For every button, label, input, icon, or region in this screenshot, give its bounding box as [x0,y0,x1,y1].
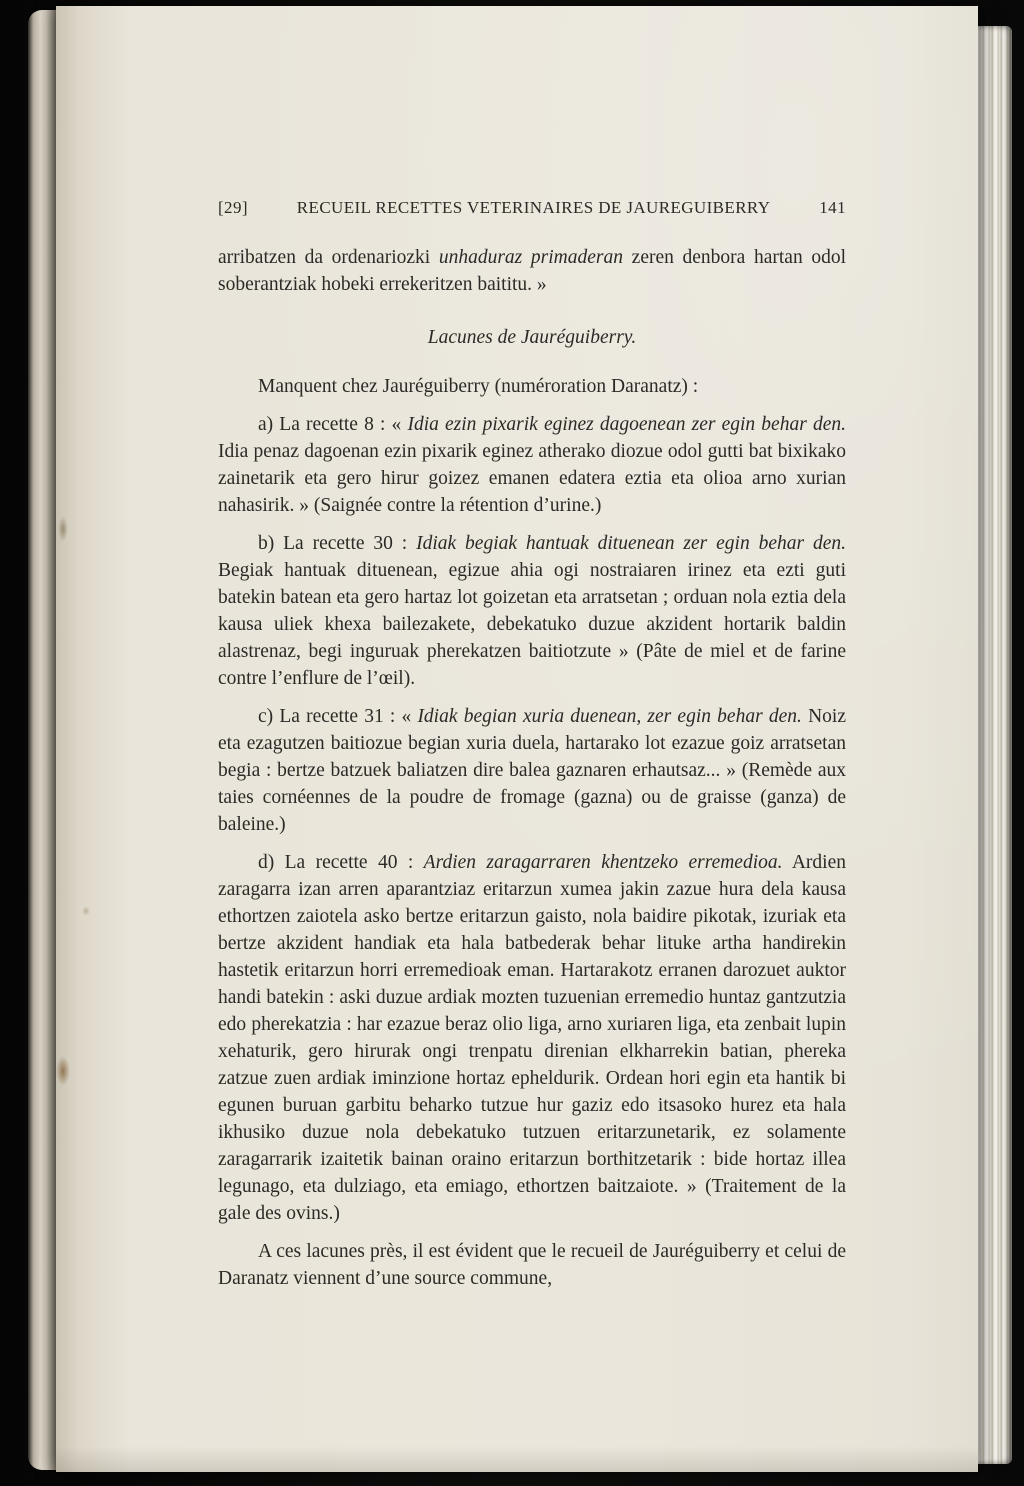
italic-text: Idia ezin pixarik eginez dagoenean zer egin behar den. [407,414,846,435]
paragraph-recette-30 [218,530,846,692]
paragraph-recette-31 [218,703,846,838]
page-number: 141 [819,198,846,217]
section-number: [29] [218,198,248,217]
right-page-stack [976,26,1012,1464]
paragraph-recette-40 [218,849,846,1227]
body-text-segment: b) La recette 30 : [258,533,417,554]
paragraph-recette-8 [218,411,846,519]
italic-text: unhaduraz primaderan [438,247,624,268]
body-text-segment: d) La recette 40 : [258,852,424,873]
body-text-segment: Manquent chez Jauréguiberry (numéroration Daranatz) : [258,376,699,397]
italic-text: Lacunes de Jauréguiberry. [427,327,637,348]
paragraph-intro [218,244,846,298]
italic-text: Ardien zaragarraren khentzeko erremedioa. [423,852,783,873]
body-text-segment: arribatzen da ordenariozki [218,247,439,268]
body-text-segment: c) La recette 31 : « [258,706,418,727]
page-stain [56,1056,70,1086]
paragraph-manquent [218,373,846,400]
page-body [218,244,846,1292]
body-text-segment: Begiak hantuak dituenean, egizue ahia ogi nostraiaren irinez eta ezti guti batekin batean eta gero hartaz lot goizetan eta arratsetan ; orduan nola eztia dela kausa uliek khexa bailezakete, debekatuko duzue akzident hortarik baldin alastrenaz, begi inguruak pherekatzen baitiotzute » (Pâte de miel et de farine contre l’enflure de l’œil). [218,560,846,689]
page-stain [82,906,90,916]
paragraph-conclusion [218,1238,846,1292]
body-text-segment: Ardien zaragarra izan arren aparantziaz eritarzun xumea jakin zazue hura dela kausa ethortzen zaiotela asko bertze eritarzun gaisto, nola baidire pikotak, izuriak eta bertze akzident handiak eta hala batbederak behar lituke artha handirekin hastetik eritarzun horri erremedioak eman. Hartarakotz erranen darozuet auktor handi batekin : aski duzue ardiak mozten tuzuenian erremedio huntaz gantzutzia edo pherekatzia : har ezazue beraz olio liga, arno xuriaren liga, eta zenbait lupin xehaturik, gero hirurak ongi trenpatu direnian elkharrekin batian, phereka zatzue zuen ardiak iminzione hortaz epheldurik. Ordean hori egin eta hantik bi egunen buruan garbitu beharko tutzue hur gaziz edo itsasoko hurez eta hala ikhusiko duzue nola debekatuko tutzuen eritarzunetarik, ez solamente zaragarrarik izaitetik bainan oraino eritarzun borthitzetarik : bide hortaz illea legunago, eta dulziago, eta emiago, ethortzen baitzaiote. » (Traitement de la gale des ovins.) [218,852,846,1224]
page-stain [58,516,68,542]
page-content [218,198,846,1303]
body-text-segment: Noiz eta ezagutzen baitiozue begian xuria duela, hartarako lot ezazue goiz arratsetan begia : bertze batzuek baliatzen dire balea gaznaren erhautsaz... » (Remède aux taies cornéennes de la poudre de fromage (gazna) ou de graisse (ganza) de baleine.) [218,706,846,835]
body-text-segment: zeren denbora hartan odol soberantziak hobeki errekeritzen baititu. » [218,247,847,295]
body-text-segment: A ces lacunes près, il est évident que le recueil de Jauréguiberry et celui de Daranatz viennent d’une source commune, [218,1241,846,1289]
running-title: RECUEIL RECETTES VETERINAIRES DE JAUREGUIBERRY [296,198,771,217]
book-spine-edge [28,10,58,1470]
body-text-segment: Idia penaz dagoenan ezin pixarik eginez atherako diozue odol gutti bat bixikako zainetarik eta gero hirur goizez emanen edatera eztia eta olioa arno xurian nahasirik. » (Saignée contre la rétention d’urine.) [218,441,846,516]
page-header [218,198,846,218]
section-heading [218,324,846,351]
book-page [56,6,978,1472]
italic-text: Idiak begian xuria duenean, zer egin behar den. [417,706,802,727]
body-text-segment: a) La recette 8 : « [258,414,408,435]
italic-text: Idiak begiak hantuak dituenean zer egin behar den. [416,533,846,554]
